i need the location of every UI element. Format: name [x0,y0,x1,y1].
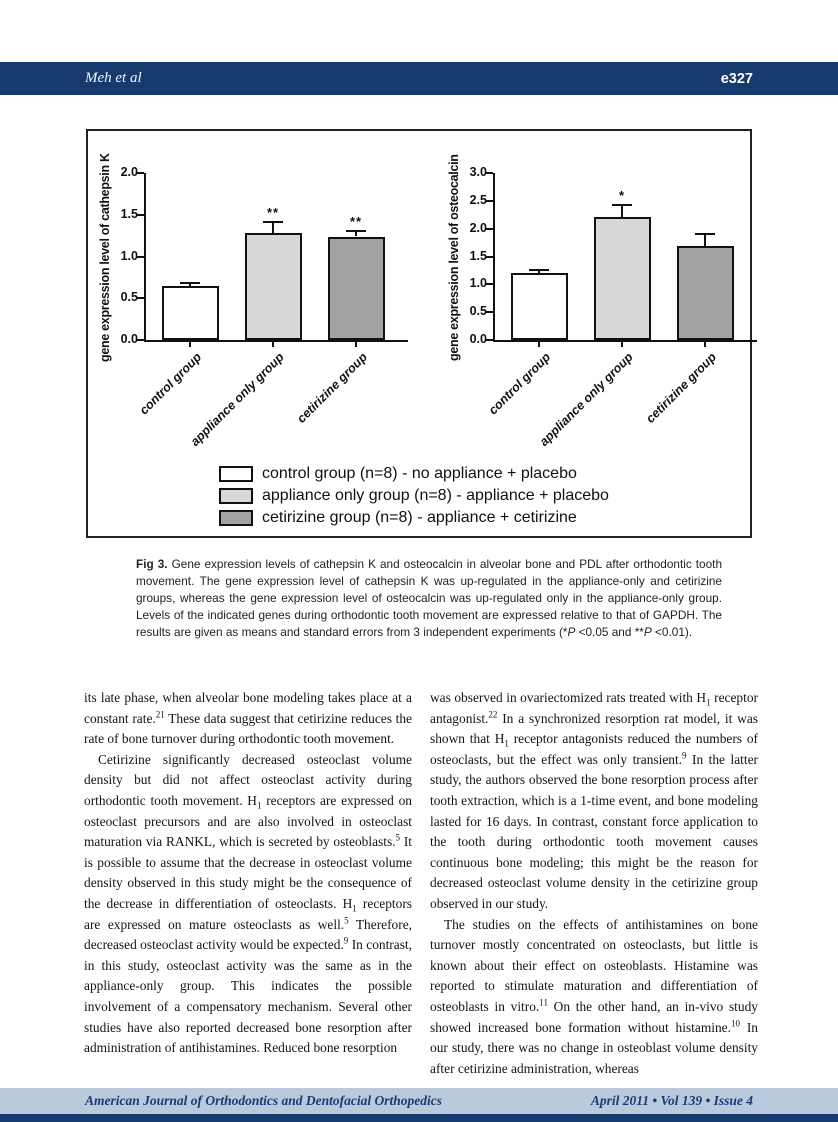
y-tick [137,172,144,174]
figure-label: Fig 3. [136,557,168,571]
significance-marker: ** [266,205,280,221]
y-tick [486,256,493,258]
y-axis-line [144,173,146,342]
figure-legend [88,465,750,527]
y-tick [486,311,493,313]
error-bar-cap [263,221,283,223]
x-axis-line [493,340,757,342]
x-tick-label: appliance only group [537,350,636,449]
y-tick [486,283,493,285]
y-tick-label: 0.5 [469,304,487,319]
y-tick-label: 1.0 [469,276,487,291]
page-header-bar [0,62,838,95]
legend-row [219,465,619,483]
y-axis-title-cathepsin-k: gene expression level of cathepsin K [98,153,112,363]
journal-title: American Journal of Orthodontics and Dentofacial Orthopedics [85,1093,443,1108]
x-tick [355,342,357,347]
page-footer-bar [0,1088,838,1114]
footer-navy-strip [0,1114,838,1122]
error-bar-cap [180,282,200,284]
running-author: Meh et al [85,70,142,86]
y-tick-label: 2.5 [469,192,487,207]
x-tick [621,342,623,347]
y-tick [486,172,493,174]
bar-appliance-only-group [594,217,651,340]
figure-3-panel [86,129,752,538]
legend-row [219,509,619,527]
y-axis-line [493,173,495,342]
x-tick-label: control group [485,350,553,418]
legend-swatch-icon [219,488,253,504]
y-tick-label: 2.0 [469,220,487,235]
y-tick-label: 1.5 [469,248,487,263]
bar-chart-osteocalcin [469,165,745,449]
y-tick-label: 2.0 [120,165,138,179]
error-bar-cap [346,230,366,232]
y-tick-label: 1.0 [120,248,138,263]
bar-control-group [511,273,568,340]
legend-swatch-icon [219,466,253,482]
bar-cetirizine-group [677,246,734,340]
y-tick [486,228,493,230]
y-tick-label: 3.0 [469,165,487,179]
body-column-left [84,688,412,1059]
body-paragraph: The studies on the effects of antihistamines on bone turnover mostly concentrated on osteoclasts, but little is known about their effect on osteoblasts. Histamine was reported to stimulate maturation and differentiation of osteoblasts in vitro.$^{11}$ On the other hand, an in-vivo study showed increased bone formation without histamine.$^{10}$ In our study, there was no change in osteoblast volume density after cetirizine administration, whereas [430,916,758,1076]
error-bar-line [272,222,274,233]
bar-appliance-only-group [245,233,302,340]
y-tick-label: 1.5 [120,206,138,221]
y-tick [137,297,144,299]
y-tick-label: 0.0 [120,332,138,346]
legend-label: appliance only group (n=8) - appliance + placebo [262,487,609,504]
y-tick [486,339,493,341]
x-tick-label: appliance only group [188,350,287,449]
y-axis-title-osteocalcin: gene expression level of osteocalcin [447,154,461,362]
y-tick [137,214,144,216]
body-column-right [430,688,758,1079]
error-bar-cap [529,269,549,271]
x-tick-label: cetirizine group [643,350,719,426]
error-bar-cap [695,233,715,235]
y-tick [486,200,493,202]
significance-marker: ** [349,214,363,230]
legend-row [219,487,619,505]
x-tick-label: cetirizine group [294,350,370,426]
x-tick [704,342,706,347]
figure-caption: Fig 3. Gene expression levels of cathepsin K and osteocalcin in alveolar bone and PDL after orthodontic tooth movement. The gene expression level of cathepsin K was up-regulated in the appliance-only and cetirizine groups, whereas the gene expression level of osteocalcin was up-regulated only in the appliance-only group. Levels of the indicated genes during orthodontic tooth movement are expressed relative to that of GAPDH. The results are given as means and standard errors from 3 independent experiments (*P <0.05 and **P <0.01). [136,557,723,639]
legend-label: control group (n=8) - no appliance + placebo [262,465,577,482]
significance-marker: * [618,188,626,204]
body-paragraph: Cetirizine significantly decreased osteoclast volume density but did not affect osteoclast activity during orthodontic tooth movement. $H_1$ receptors are expressed on osteoclast precursors and are also involved in osteoclast maturation via RANKL, which is secreted by osteoblasts.$^5$ It is possible to assume that the decrease in osteoclast volume density observed in this study might be the consequence of the decrease in differentiation of osteoclasts. $H_1$ receptors are expressed on mature osteoclasts as well.$^5$ Therefore, decreased osteoclast activity would be expected.$^9$ In contrast, in this study, osteoclast activity was the same as in the appliance-only group. This indicates the possible involvement of a compensatory mechanism. Several other studies have also reported decreased bone resorption after administration of antihistamines. Reduced bone resorption [84,751,413,1056]
bar-cetirizine-group [328,237,385,341]
y-tick [137,339,144,341]
y-tick [137,256,144,258]
error-bar-line [621,205,623,217]
x-tick-label: control group [136,350,204,418]
x-tick [538,342,540,347]
issue-info: April 2011 • Vol 139 • Issue 4 [590,1093,753,1108]
body-paragraph: was observed in ovariectomized rats treated with $H_1$ receptor antagonist.$^{22}$ In a synchronized resorption rat model, it was shown that $H_1$ receptor antagonists reduced the numbers of osteoclasts, but the effect was only transient.$^9$ In the latter study, the authors observed the bone resorption process after tooth extraction, which is a 1-time event, and bone modeling lasted for 16 days. In contrast, constant force application to the tooth during orthodontic tooth movement causes continuous bone modeling; this might be the reason for decreased osteoclast volume density in the cetirizine group observed in our study. [430,690,758,911]
page-number: e327 [720,70,753,87]
error-bar-line [704,234,706,246]
y-tick-label: 0.0 [469,332,487,346]
legend-label: cetirizine group (n=8) - appliance + cetirizine [262,509,577,526]
bar-control-group [162,286,219,340]
error-bar-cap [612,204,632,206]
legend-swatch-icon [219,510,253,526]
y-tick-label: 0.5 [120,290,138,305]
x-axis-line [144,340,408,342]
body-paragraph: its late phase, when alveolar bone modeling takes place at a constant rate.$^{21}$ These data suggest that cetirizine reduces the rate of bone turnover during orthodontic tooth movement. [84,690,413,747]
x-tick [189,342,191,347]
bar-chart-cathepsin-k [120,165,396,449]
x-tick [272,342,274,347]
